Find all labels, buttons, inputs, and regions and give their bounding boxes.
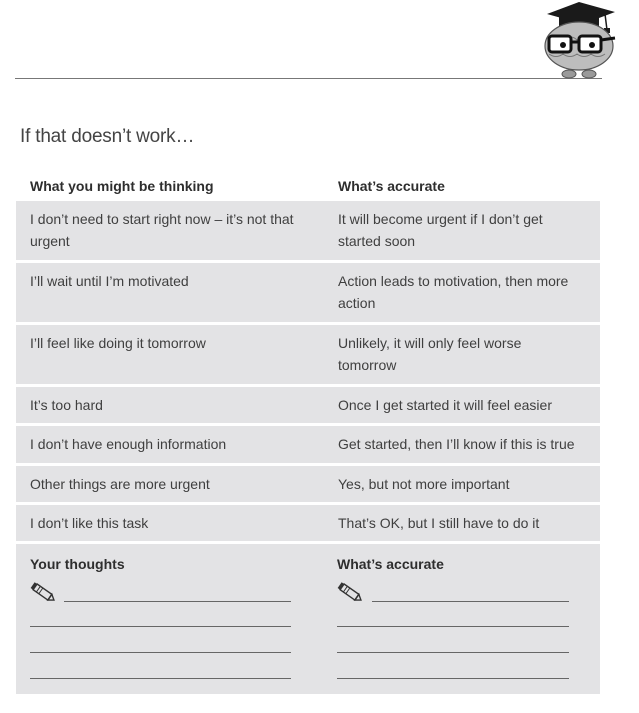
- accurate-cell: That’s OK, but I still have to do it: [338, 515, 540, 531]
- accurate-cell: It will become urgent if I don’t get started soon: [338, 211, 543, 249]
- table-row: [16, 201, 600, 260]
- thinking-cell: I’ll feel like doing it tomorrow: [30, 335, 206, 351]
- write-line-right-3[interactable]: [337, 652, 569, 653]
- write-line-right-1[interactable]: [372, 601, 569, 602]
- accurate-cell: Get started, then I’ll know if this is true: [338, 436, 575, 452]
- write-line-left-3[interactable]: [30, 652, 291, 653]
- header-thinking: What you might be thinking: [30, 178, 214, 194]
- thinking-cell: It’s too hard: [30, 397, 103, 413]
- table-row: [16, 426, 600, 463]
- write-line-left-4[interactable]: [30, 678, 291, 679]
- write-line-left-1[interactable]: [64, 601, 291, 602]
- header-rule: [15, 78, 602, 79]
- accurate-cell: Once I get started it will feel easier: [338, 397, 552, 413]
- write-line-right-4[interactable]: [337, 678, 569, 679]
- table-row: [16, 387, 600, 423]
- table-row: [16, 505, 600, 541]
- thinking-cell: I don’t like this task: [30, 515, 149, 531]
- table-row: [16, 325, 600, 384]
- thinking-cell: I’ll wait until I’m motivated: [30, 273, 189, 289]
- thinking-table: [16, 174, 600, 694]
- accurate-cell: Action leads to motivation, then more action: [338, 273, 569, 311]
- header-accurate: What’s accurate: [338, 178, 445, 194]
- whats-accurate-label: What’s accurate: [337, 556, 444, 572]
- thoughts-section: [16, 544, 600, 694]
- table-header: [16, 174, 600, 198]
- thinking-cell: I don’t need to start right now – it’s not that urgent: [30, 211, 294, 249]
- pencil-icon: [30, 582, 56, 604]
- thinking-cell: I don’t have enough information: [30, 436, 227, 452]
- write-line-right-2[interactable]: [337, 626, 569, 627]
- accurate-cell: Yes, but not more important: [338, 476, 510, 492]
- your-thoughts-label: Your thoughts: [30, 556, 125, 572]
- accurate-cell: Unlikely, it will only feel worse tomorrow: [338, 335, 522, 373]
- section-title: If that doesn’t work…: [20, 126, 195, 147]
- thinking-cell: Other things are more urgent: [30, 476, 210, 492]
- table-row: [16, 263, 600, 322]
- write-line-left-2[interactable]: [30, 626, 291, 627]
- table-row: [16, 466, 600, 502]
- pencil-icon: [337, 582, 363, 604]
- brain-mascot-icon: [535, 0, 625, 82]
